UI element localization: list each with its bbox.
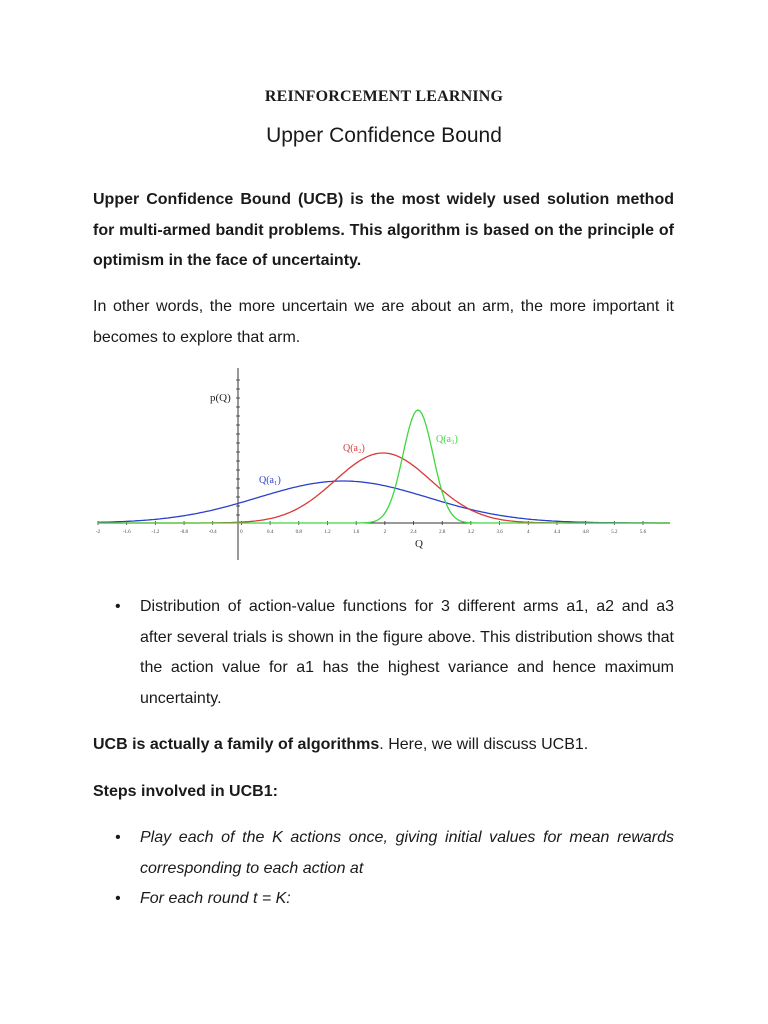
- curve-a3: [98, 410, 670, 523]
- bullet-icon: •: [115, 598, 121, 615]
- x-tick-label: 0.4: [266, 530, 274, 535]
- x-tick-label: 2.4: [410, 530, 417, 535]
- x-tick-label: -1.6: [122, 530, 131, 535]
- x-tick-label: 4.4: [553, 530, 561, 535]
- x-tick-label: 1.6: [353, 530, 360, 535]
- x-tick-label: 2: [383, 530, 387, 535]
- x-tick-label: 0: [240, 530, 243, 535]
- step-text: Play each of the K actions once, giving initial values for mean rewards corresponding to each action at: [140, 829, 674, 877]
- x-tick-label: -0.4: [208, 530, 217, 535]
- family-bold-text: UCB is actually a family of algorithms: [93, 736, 380, 753]
- steps-heading: Steps involved in UCB1:: [93, 783, 278, 800]
- family-paragraph: [93, 730, 674, 761]
- list-item: [93, 823, 674, 884]
- y-axis-label: p(Q): [210, 392, 231, 404]
- explanation-paragraph: In other words, the more uncertain we are about an arm, the more important it becomes to explore that arm.: [93, 298, 674, 346]
- distribution-bullet-list: [93, 592, 674, 714]
- x-tick-label: -2: [95, 530, 101, 535]
- x-tick-label: -1.2: [151, 530, 160, 535]
- x-axis-label: Q: [415, 538, 423, 550]
- curve-a1: [98, 481, 670, 523]
- x-tick-label: 3.2: [467, 530, 475, 535]
- figure-axes: [96, 368, 670, 560]
- steps-list: [93, 823, 674, 915]
- x-tick-label: 5.2: [611, 530, 618, 535]
- bullet-icon: •: [115, 890, 121, 907]
- list-item: [93, 884, 674, 915]
- list-item: [93, 592, 674, 714]
- x-tick-label: 0.8: [295, 530, 302, 535]
- x-tick-label: 1.2: [324, 530, 331, 535]
- curve-a2: [98, 453, 670, 523]
- page-title: Upper Confidence Bound: [266, 124, 502, 147]
- family-rest-text: . Here, we will discuss UCB1.: [379, 736, 589, 753]
- x-tick-label: 4: [527, 530, 530, 535]
- distribution-figure: [88, 360, 678, 565]
- x-tick-label: 4.8: [582, 530, 589, 535]
- x-tick-label: 3.6: [496, 530, 503, 535]
- label-a2: Q(a₂): [343, 443, 365, 454]
- label-a1: Q(a₁): [259, 475, 281, 486]
- figure-curves: [98, 410, 670, 523]
- x-tick-label: 2.8: [439, 530, 446, 535]
- bullet-icon: •: [115, 829, 121, 846]
- document-header: REINFORCEMENT LEARNING: [264, 88, 504, 105]
- bullet-text: Distribution of action-value functions for 3 different arms a1, a2 and a3 after several trials is shown in the figure above. This distribution shows that the action value for a1 has the highest variance and hence maximum uncertainty.: [140, 598, 674, 707]
- label-a3: Q(a₃): [436, 434, 458, 445]
- x-tick-label: 5.6: [639, 530, 647, 535]
- intro-paragraph: Upper Confidence Bound (UCB) is the most widely used solution method for multi-armed bandit problems. This algorithm is based on the principle of optimism in the face of uncertainty.: [93, 191, 674, 269]
- x-tick-label: -0.8: [180, 530, 189, 535]
- step-text: For each round t = K:: [140, 890, 291, 907]
